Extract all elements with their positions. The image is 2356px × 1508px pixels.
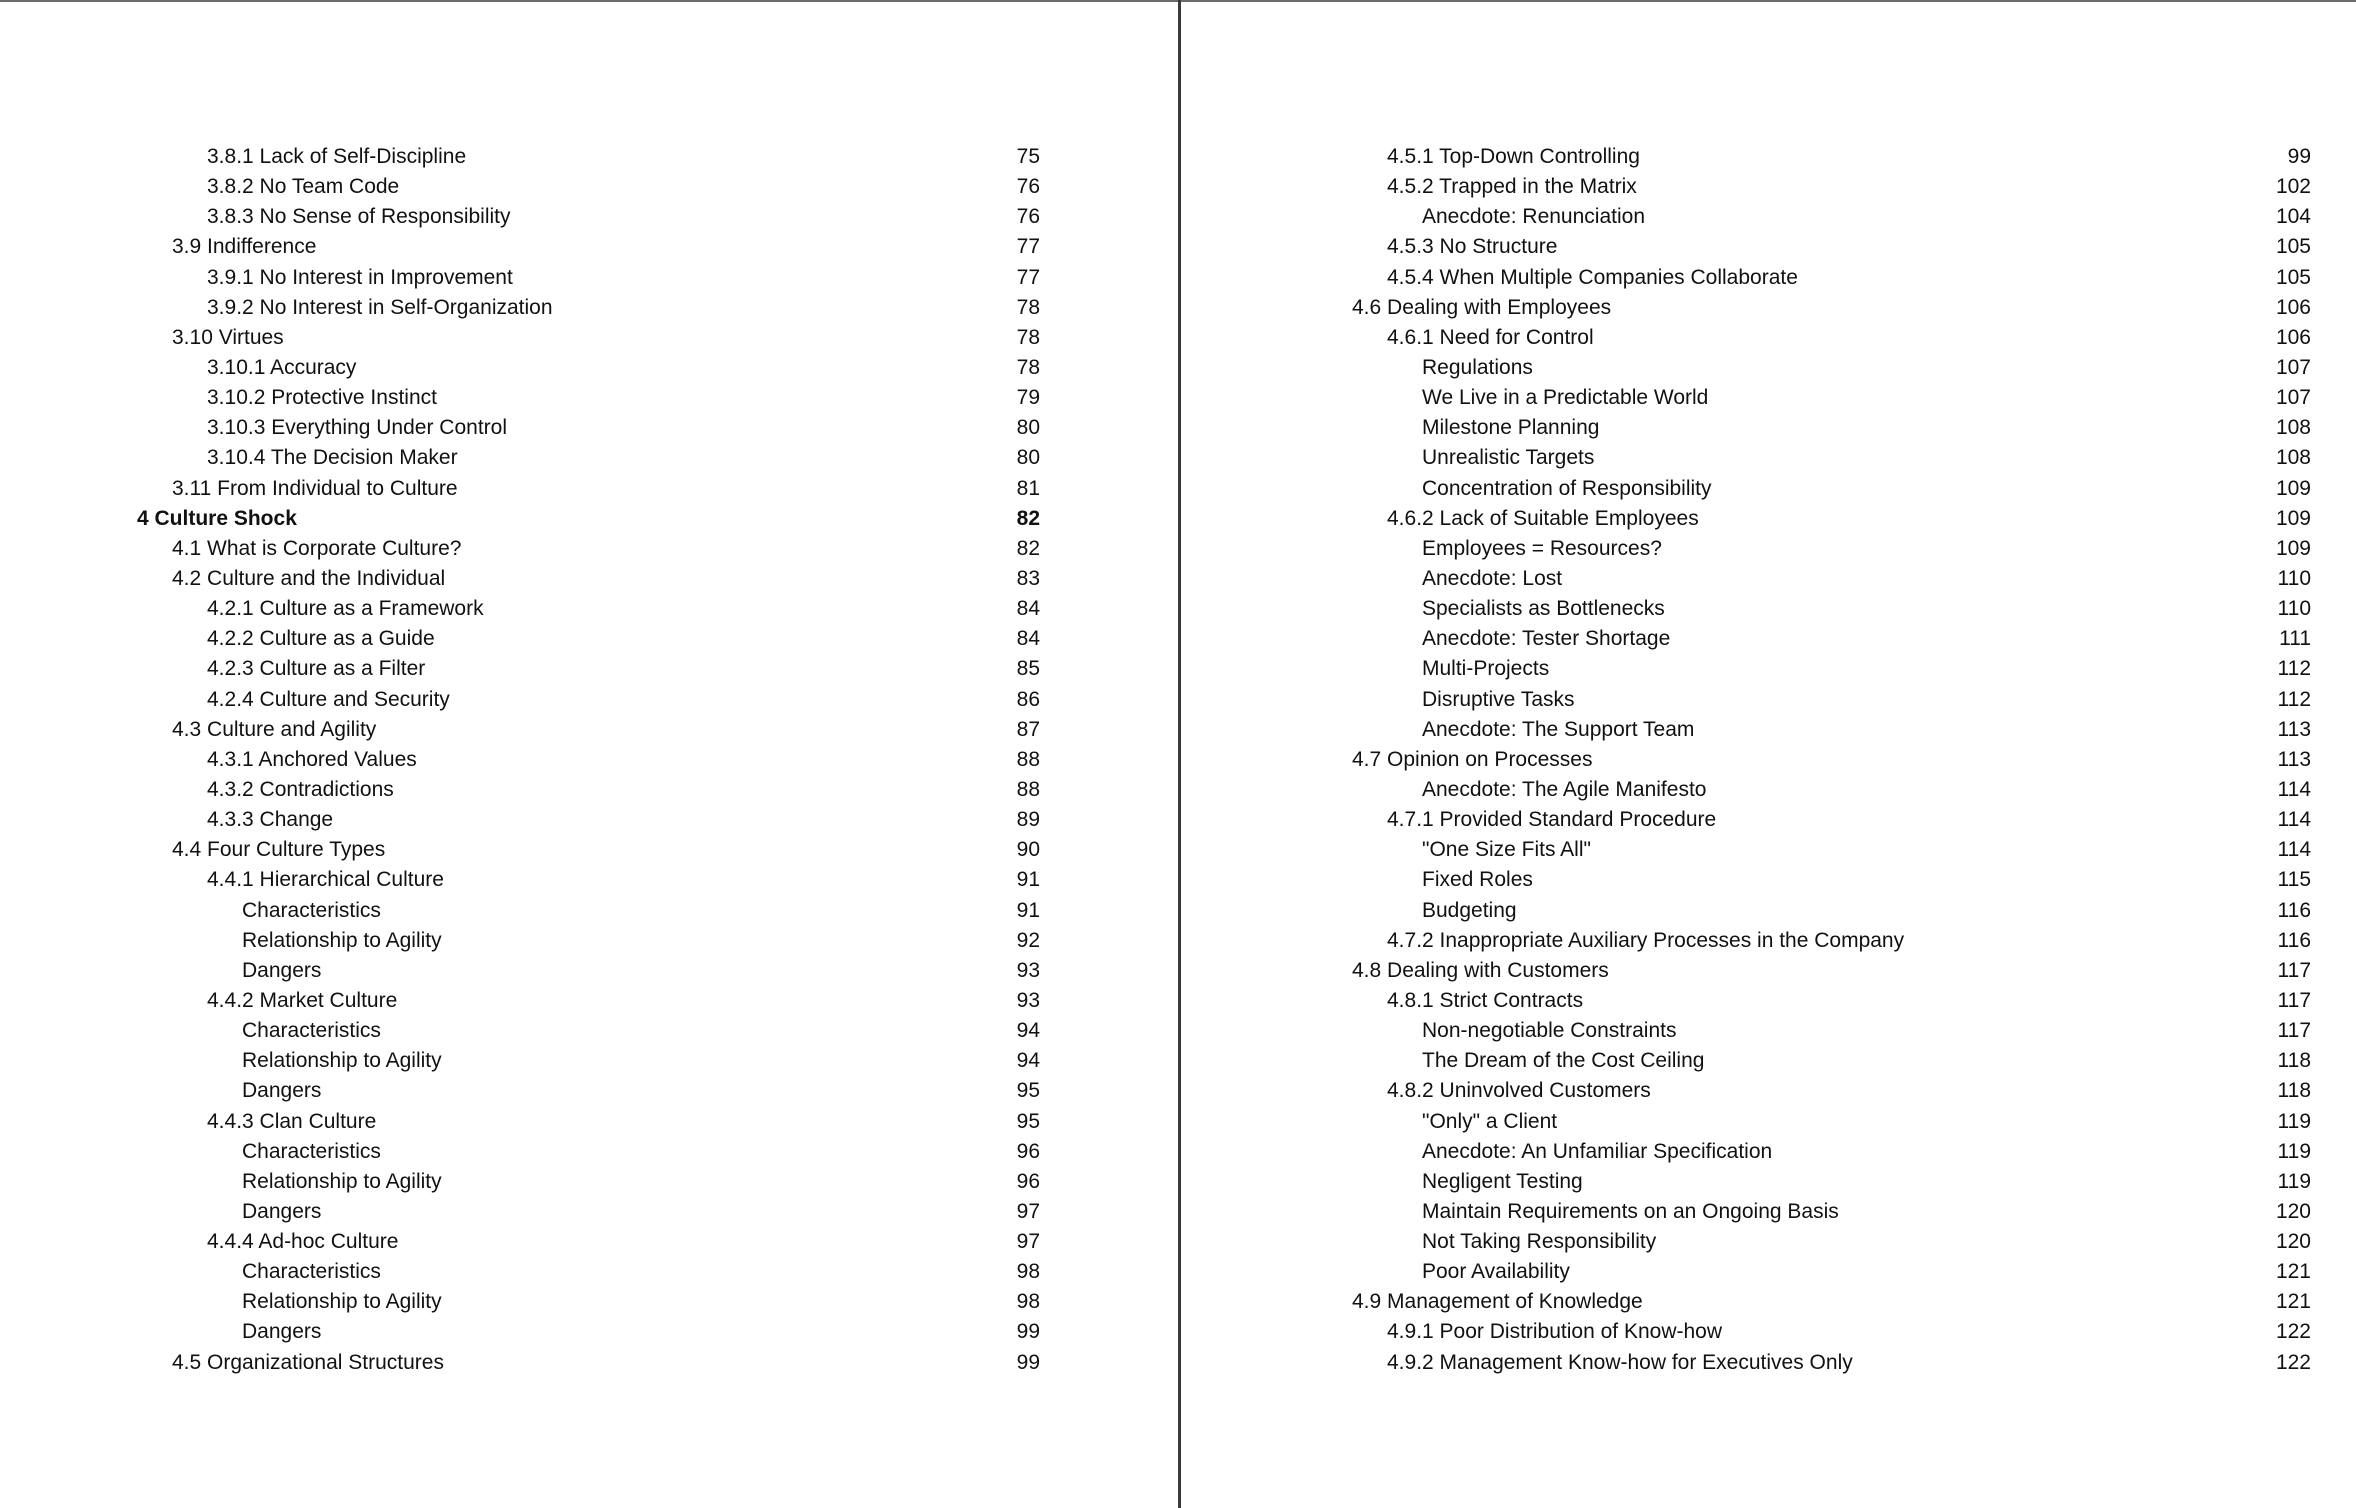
toc-entry[interactable] bbox=[0, 383, 1178, 413]
toc-entry-page-number: 115 bbox=[2277, 868, 2311, 892]
toc-entry[interactable] bbox=[1181, 624, 2356, 654]
toc-entry-page-number: 119 bbox=[2277, 1109, 2311, 1133]
toc-entry[interactable] bbox=[1181, 926, 2356, 956]
toc-entry-title: 4.2.2 Culture as a Guide bbox=[207, 627, 435, 651]
toc-entry-title: 4.4.4 Ad-hoc Culture bbox=[207, 1230, 399, 1254]
toc-entry-title: 4.9.2 Management Know-how for Executives Only bbox=[1387, 1350, 1853, 1374]
toc-entry[interactable] bbox=[1181, 1317, 2356, 1347]
toc-entry-title: Fixed Roles bbox=[1422, 868, 1533, 892]
toc-entry-page-number: 94 bbox=[1016, 1049, 1040, 1073]
toc-entry[interactable] bbox=[1181, 1287, 2356, 1317]
toc-entry-title: 4.3.1 Anchored Values bbox=[207, 747, 417, 771]
toc-entry-title: Dangers bbox=[242, 958, 322, 982]
toc-entry-page-number: 106 bbox=[2275, 325, 2311, 349]
toc-entry-page-number: 97 bbox=[1016, 1230, 1040, 1254]
toc-entry[interactable] bbox=[1181, 745, 2356, 775]
toc-entry-page-number: 80 bbox=[1016, 416, 1040, 440]
toc-entry-title: 3.9.2 No Interest in Self-Organization bbox=[207, 295, 553, 319]
toc-entry[interactable] bbox=[0, 1167, 1178, 1197]
toc-entry-title: 4.9.1 Poor Distribution of Know-how bbox=[1387, 1320, 1723, 1344]
toc-entry-title: 3.10.3 Everything Under Control bbox=[207, 416, 507, 440]
toc-entry-page-number: 83 bbox=[1016, 566, 1040, 590]
toc-entry-title: 4.4.3 Clan Culture bbox=[207, 1109, 377, 1133]
toc-entry-page-number: 75 bbox=[1016, 145, 1040, 168]
toc-entry-page-number: 76 bbox=[1016, 175, 1040, 199]
toc-entry-page-number: 99 bbox=[1016, 1320, 1040, 1344]
toc-entry-page-number: 81 bbox=[1016, 476, 1040, 500]
toc-entry-page-number: 114 bbox=[2277, 808, 2311, 832]
toc-entry-page-number: 118 bbox=[2277, 1049, 2311, 1073]
toc-entry[interactable] bbox=[1181, 413, 2356, 443]
toc-entry-page-number: 99 bbox=[1016, 1350, 1040, 1374]
toc-entry-title: Dangers bbox=[242, 1079, 322, 1103]
toc-entry-title: 4.9 Management of Knowledge bbox=[1352, 1290, 1643, 1314]
toc-entry[interactable] bbox=[1181, 685, 2356, 715]
toc-entry[interactable] bbox=[1181, 956, 2356, 986]
toc-entry-page-number: 117 bbox=[2277, 958, 2311, 982]
toc-entry-page-number: 119 bbox=[2277, 1169, 2311, 1193]
toc-entry[interactable] bbox=[1181, 1016, 2356, 1046]
toc-entry-title: 3.10 Virtues bbox=[172, 325, 284, 349]
toc-entry-title: 3.8.1 Lack of Self-Discipline bbox=[207, 145, 467, 168]
toc-entry[interactable] bbox=[0, 745, 1178, 775]
toc-entry-title: 4.6.2 Lack of Suitable Employees bbox=[1387, 506, 1699, 530]
toc-entry[interactable] bbox=[0, 624, 1178, 654]
toc-entry-title: 3.10.1 Accuracy bbox=[207, 355, 357, 379]
left-page-toc bbox=[0, 142, 1178, 1378]
toc-entry-title: 4.7.2 Inappropriate Auxiliary Processes in the Company bbox=[1387, 928, 1905, 952]
toc-entry[interactable] bbox=[0, 443, 1178, 473]
toc-entry-page-number: 84 bbox=[1016, 597, 1040, 621]
toc-entry[interactable] bbox=[1181, 353, 2356, 383]
toc-entry[interactable] bbox=[1181, 896, 2356, 926]
toc-entry[interactable] bbox=[0, 413, 1178, 443]
toc-entry-page-number: 109 bbox=[2275, 476, 2311, 500]
toc-entry[interactable] bbox=[0, 926, 1178, 956]
toc-entry[interactable] bbox=[1181, 775, 2356, 805]
toc-entry[interactable] bbox=[1181, 835, 2356, 865]
toc-entry-title: Anecdote: Renunciation bbox=[1422, 205, 1645, 229]
toc-entry-title: Concentration of Responsibility bbox=[1422, 476, 1712, 500]
toc-entry-title: 4.4 Four Culture Types bbox=[172, 838, 386, 862]
toc-entry-page-number: 108 bbox=[2275, 446, 2311, 470]
toc-entry-title: Relationship to Agility bbox=[242, 1169, 442, 1193]
toc-entry[interactable] bbox=[0, 1107, 1178, 1137]
toc-entry-title: "Only" a Client bbox=[1422, 1109, 1558, 1133]
toc-entry[interactable] bbox=[1181, 865, 2356, 895]
toc-entry-page-number: 80 bbox=[1016, 446, 1040, 470]
toc-entry[interactable] bbox=[1181, 323, 2356, 353]
toc-entry[interactable] bbox=[1181, 293, 2356, 323]
toc-entry-title: 4.1 What is Corporate Culture? bbox=[172, 536, 462, 560]
toc-entry-page-number: 102 bbox=[2275, 175, 2311, 199]
toc-entry[interactable] bbox=[0, 1348, 1178, 1378]
toc-entry-page-number: 98 bbox=[1016, 1290, 1040, 1314]
toc-entry-title: We Live in a Predictable World bbox=[1422, 386, 1709, 410]
toc-entry[interactable] bbox=[1181, 594, 2356, 624]
toc-entry-title: Relationship to Agility bbox=[242, 1049, 442, 1073]
toc-entry-title: 4.8.2 Uninvolved Customers bbox=[1387, 1079, 1651, 1103]
toc-entry[interactable] bbox=[0, 293, 1178, 323]
toc-entry-page-number: 106 bbox=[2275, 295, 2311, 319]
toc-entry-page-number: 116 bbox=[2277, 898, 2311, 922]
toc-entry-page-number: 93 bbox=[1016, 958, 1040, 982]
toc-entry[interactable] bbox=[0, 1197, 1178, 1227]
toc-entry-page-number: 111 bbox=[2279, 627, 2311, 651]
toc-entry[interactable] bbox=[1181, 564, 2356, 594]
toc-entry-page-number: 94 bbox=[1016, 1019, 1040, 1043]
toc-entry-page-number: 91 bbox=[1016, 898, 1040, 922]
toc-entry-page-number: 120 bbox=[2275, 1230, 2311, 1254]
toc-entry[interactable] bbox=[0, 504, 1178, 534]
toc-entry[interactable] bbox=[0, 142, 1178, 172]
toc-entry-page-number: 110 bbox=[2277, 597, 2311, 621]
toc-entry-title: Multi-Projects bbox=[1422, 657, 1550, 681]
toc-entry-title: Non-negotiable Constraints bbox=[1422, 1019, 1677, 1043]
toc-entry[interactable] bbox=[0, 1317, 1178, 1347]
toc-entry-page-number: 121 bbox=[2275, 1260, 2311, 1284]
toc-entry-title: Anecdote: Lost bbox=[1422, 566, 1563, 590]
toc-entry-page-number: 122 bbox=[2275, 1320, 2311, 1344]
toc-entry-title: Relationship to Agility bbox=[242, 928, 442, 952]
toc-entry[interactable] bbox=[0, 805, 1178, 835]
toc-entry[interactable] bbox=[0, 564, 1178, 594]
toc-entry-page-number: 76 bbox=[1016, 205, 1040, 229]
toc-entry[interactable] bbox=[0, 232, 1178, 262]
right-page-toc bbox=[1181, 142, 2356, 1378]
toc-entry-page-number: 112 bbox=[2277, 687, 2311, 711]
toc-entry-title: Dangers bbox=[242, 1320, 322, 1344]
toc-entry[interactable] bbox=[1181, 504, 2356, 534]
toc-entry-page-number: 109 bbox=[2275, 506, 2311, 530]
toc-entry[interactable] bbox=[1181, 142, 2356, 172]
toc-entry-title: 4.5.1 Top-Down Controlling bbox=[1387, 145, 1640, 168]
toc-entry-page-number: 112 bbox=[2277, 657, 2311, 681]
toc-entry-title: Poor Availability bbox=[1422, 1260, 1570, 1284]
toc-entry-page-number: 92 bbox=[1016, 928, 1040, 952]
toc-entry[interactable] bbox=[1181, 232, 2356, 262]
toc-entry[interactable] bbox=[0, 715, 1178, 745]
toc-entry-page-number: 93 bbox=[1016, 988, 1040, 1012]
toc-entry[interactable] bbox=[1181, 383, 2356, 413]
toc-entry-title: 4.5.2 Trapped in the Matrix bbox=[1387, 175, 1637, 199]
toc-entry[interactable] bbox=[1181, 1227, 2356, 1257]
toc-entry-title: 4.8 Dealing with Customers bbox=[1352, 958, 1609, 982]
toc-entry-title: 4.5.3 No Structure bbox=[1387, 235, 1558, 259]
toc-entry-page-number: 108 bbox=[2275, 416, 2311, 440]
toc-entry[interactable] bbox=[1181, 263, 2356, 293]
toc-entry-title: 4.4.2 Market Culture bbox=[207, 988, 398, 1012]
toc-entry[interactable] bbox=[1181, 805, 2356, 835]
toc-entry-page-number: 95 bbox=[1016, 1109, 1040, 1133]
toc-entry[interactable] bbox=[1181, 654, 2356, 684]
toc-entry-page-number: 95 bbox=[1016, 1079, 1040, 1103]
toc-entry-page-number: 87 bbox=[1016, 717, 1040, 741]
toc-entry[interactable] bbox=[1181, 986, 2356, 1016]
toc-entry-title: 4.3.3 Change bbox=[207, 808, 334, 832]
toc-entry-page-number: 79 bbox=[1016, 386, 1040, 410]
toc-entry[interactable] bbox=[1181, 534, 2356, 564]
toc-entry-page-number: 96 bbox=[1016, 1139, 1040, 1163]
toc-entry-page-number: 119 bbox=[2277, 1139, 2311, 1163]
toc-entry-page-number: 120 bbox=[2275, 1199, 2311, 1223]
toc-entry[interactable] bbox=[1181, 202, 2356, 232]
toc-entry[interactable] bbox=[1181, 1137, 2356, 1167]
toc-entry-title: Anecdote: An Unfamiliar Specification bbox=[1422, 1139, 1773, 1163]
toc-entry-page-number: 98 bbox=[1016, 1260, 1040, 1284]
toc-entry-page-number: 117 bbox=[2277, 1019, 2311, 1043]
toc-entry[interactable] bbox=[0, 202, 1178, 232]
toc-entry-page-number: 114 bbox=[2277, 838, 2311, 862]
toc-entry-title: Regulations bbox=[1422, 355, 1533, 379]
toc-entry-title: 4.2.4 Culture and Security bbox=[207, 687, 450, 711]
toc-entry-title: Unrealistic Targets bbox=[1422, 446, 1595, 470]
toc-entry[interactable] bbox=[1181, 172, 2356, 202]
toc-entry-page-number: 122 bbox=[2275, 1350, 2311, 1374]
toc-entry-title: 3.9.1 No Interest in Improvement bbox=[207, 265, 513, 289]
toc-entry-title: 4.7 Opinion on Processes bbox=[1352, 747, 1593, 771]
toc-entry-title: 3.8.2 No Team Code bbox=[207, 175, 400, 199]
toc-entry-title: Negligent Testing bbox=[1422, 1169, 1583, 1193]
toc-entry-page-number: 78 bbox=[1016, 325, 1040, 349]
toc-entry[interactable] bbox=[0, 534, 1178, 564]
toc-entry[interactable] bbox=[0, 263, 1178, 293]
toc-entry[interactable] bbox=[0, 1227, 1178, 1257]
toc-entry-page-number: 113 bbox=[2277, 747, 2311, 771]
toc-entry-page-number: 116 bbox=[2277, 928, 2311, 952]
toc-entry-page-number: 109 bbox=[2275, 536, 2311, 560]
toc-entry-title: 4.4.1 Hierarchical Culture bbox=[207, 868, 444, 892]
toc-entry[interactable] bbox=[1181, 715, 2356, 745]
toc-entry-title: The Dream of the Cost Ceiling bbox=[1422, 1049, 1705, 1073]
toc-entry[interactable] bbox=[0, 775, 1178, 805]
toc-entry-page-number: 107 bbox=[2275, 386, 2311, 410]
toc-entry-title: 4.6 Dealing with Employees bbox=[1352, 295, 1612, 319]
toc-entry-page-number: 88 bbox=[1016, 747, 1040, 771]
toc-entry-title: Employees = Resources? bbox=[1422, 536, 1662, 560]
toc-entry-title: Characteristics bbox=[242, 898, 381, 922]
toc-entry-title: 4.8.1 Strict Contracts bbox=[1387, 988, 1584, 1012]
toc-entry-title: Characteristics bbox=[242, 1139, 381, 1163]
toc-entry[interactable] bbox=[0, 1257, 1178, 1287]
toc-entry[interactable] bbox=[0, 1046, 1178, 1076]
toc-entry-page-number: 78 bbox=[1016, 295, 1040, 319]
toc-entry[interactable] bbox=[0, 594, 1178, 624]
toc-entry[interactable] bbox=[1181, 1257, 2356, 1287]
toc-entry-page-number: 88 bbox=[1016, 777, 1040, 801]
toc-entry-title: Characteristics bbox=[242, 1260, 381, 1284]
toc-entry-title: 4.2.1 Culture as a Framework bbox=[207, 597, 484, 621]
toc-entry-page-number: 118 bbox=[2277, 1079, 2311, 1103]
toc-entry-title: 3.8.3 No Sense of Responsibility bbox=[207, 205, 511, 229]
toc-entry-page-number: 104 bbox=[2275, 205, 2311, 229]
toc-entry-page-number: 96 bbox=[1016, 1169, 1040, 1193]
toc-entry-title: 4 Culture Shock bbox=[137, 506, 297, 530]
toc-entry-page-number: 105 bbox=[2275, 235, 2311, 259]
toc-entry-title: "One Size Fits All" bbox=[1422, 838, 1591, 862]
toc-entry-page-number: 77 bbox=[1016, 235, 1040, 259]
toc-entry-title: Milestone Planning bbox=[1422, 416, 1600, 440]
toc-entry-page-number: 77 bbox=[1016, 265, 1040, 289]
toc-entry[interactable] bbox=[0, 1076, 1178, 1106]
toc-entry-title: 4.2.3 Culture as a Filter bbox=[207, 657, 426, 681]
toc-entry[interactable] bbox=[0, 956, 1178, 986]
toc-entry-page-number: 90 bbox=[1016, 838, 1040, 862]
toc-entry-title: 3.9 Indifference bbox=[172, 235, 317, 259]
toc-entry[interactable] bbox=[1181, 1197, 2356, 1227]
toc-entry-title: Anecdote: The Agile Manifesto bbox=[1422, 777, 1707, 801]
toc-entry-title: 4.2 Culture and the Individual bbox=[172, 566, 446, 590]
toc-entry[interactable] bbox=[1181, 474, 2356, 504]
toc-entry-page-number: 114 bbox=[2277, 777, 2311, 801]
toc-entry-title: 4.6.1 Need for Control bbox=[1387, 325, 1594, 349]
toc-entry-page-number: 78 bbox=[1016, 355, 1040, 379]
toc-entry-title: 4.5 Organizational Structures bbox=[172, 1350, 444, 1374]
toc-entry[interactable] bbox=[0, 654, 1178, 684]
toc-entry-page-number: 117 bbox=[2277, 988, 2311, 1012]
toc-entry[interactable] bbox=[0, 1016, 1178, 1046]
toc-entry-title: 3.10.4 The Decision Maker bbox=[207, 446, 458, 470]
toc-entry-title: Maintain Requirements on an Ongoing Basis bbox=[1422, 1199, 1839, 1223]
toc-entry-title: Not Taking Responsibility bbox=[1422, 1230, 1657, 1254]
toc-entry[interactable] bbox=[0, 865, 1178, 895]
toc-entry-title: Characteristics bbox=[242, 1019, 381, 1043]
toc-entry[interactable] bbox=[1181, 1167, 2356, 1197]
toc-entry-title: Budgeting bbox=[1422, 898, 1517, 922]
toc-entry[interactable] bbox=[0, 835, 1178, 865]
toc-entry-title: 3.10.2 Protective Instinct bbox=[207, 386, 437, 410]
toc-entry-title: Relationship to Agility bbox=[242, 1290, 442, 1314]
toc-entry-title: 4.7.1 Provided Standard Procedure bbox=[1387, 808, 1717, 832]
toc-entry-page-number: 105 bbox=[2275, 265, 2311, 289]
toc-entry-page-number: 84 bbox=[1016, 627, 1040, 651]
toc-entry-page-number: 82 bbox=[1016, 536, 1040, 560]
toc-entry-title: 4.3.2 Contradictions bbox=[207, 777, 394, 801]
toc-entry-page-number: 85 bbox=[1016, 657, 1040, 681]
toc-entry-title: Anecdote: The Support Team bbox=[1422, 717, 1695, 741]
toc-entry[interactable] bbox=[1181, 1348, 2356, 1378]
toc-entry-title: 4.5.4 When Multiple Companies Collaborate bbox=[1387, 265, 1798, 289]
toc-entry[interactable] bbox=[1181, 443, 2356, 473]
toc-entry-title: Specialists as Bottlenecks bbox=[1422, 597, 1665, 621]
toc-entry-title: Anecdote: Tester Shortage bbox=[1422, 627, 1671, 651]
toc-entry[interactable] bbox=[0, 1287, 1178, 1317]
toc-entry-page-number: 121 bbox=[2275, 1290, 2311, 1314]
toc-entry[interactable] bbox=[1181, 1076, 2356, 1106]
toc-entry-page-number: 97 bbox=[1016, 1199, 1040, 1223]
toc-entry[interactable] bbox=[0, 172, 1178, 202]
toc-entry-page-number: 107 bbox=[2275, 355, 2311, 379]
toc-entry[interactable] bbox=[0, 896, 1178, 926]
toc-entry-title: Dangers bbox=[242, 1199, 322, 1223]
toc-entry-title: 4.3 Culture and Agility bbox=[172, 717, 377, 741]
toc-entry-page-number: 113 bbox=[2277, 717, 2311, 741]
toc-entry-page-number: 82 bbox=[1016, 506, 1040, 530]
toc-entry[interactable] bbox=[1181, 1046, 2356, 1076]
toc-entry[interactable] bbox=[0, 353, 1178, 383]
toc-entry[interactable] bbox=[0, 685, 1178, 715]
toc-entry[interactable] bbox=[0, 474, 1178, 504]
toc-entry[interactable] bbox=[0, 986, 1178, 1016]
toc-entry-title: 3.11 From Individual to Culture bbox=[172, 476, 458, 500]
toc-entry[interactable] bbox=[0, 323, 1178, 353]
toc-entry-title: Disruptive Tasks bbox=[1422, 687, 1575, 711]
toc-entry[interactable] bbox=[0, 1137, 1178, 1167]
toc-entry-page-number: 110 bbox=[2277, 566, 2311, 590]
toc-entry-page-number: 91 bbox=[1016, 868, 1040, 892]
toc-entry-page-number: 89 bbox=[1016, 808, 1040, 832]
toc-entry-page-number: 86 bbox=[1016, 687, 1040, 711]
toc-entry-page-number: 99 bbox=[2287, 145, 2311, 168]
toc-entry[interactable] bbox=[1181, 1107, 2356, 1137]
